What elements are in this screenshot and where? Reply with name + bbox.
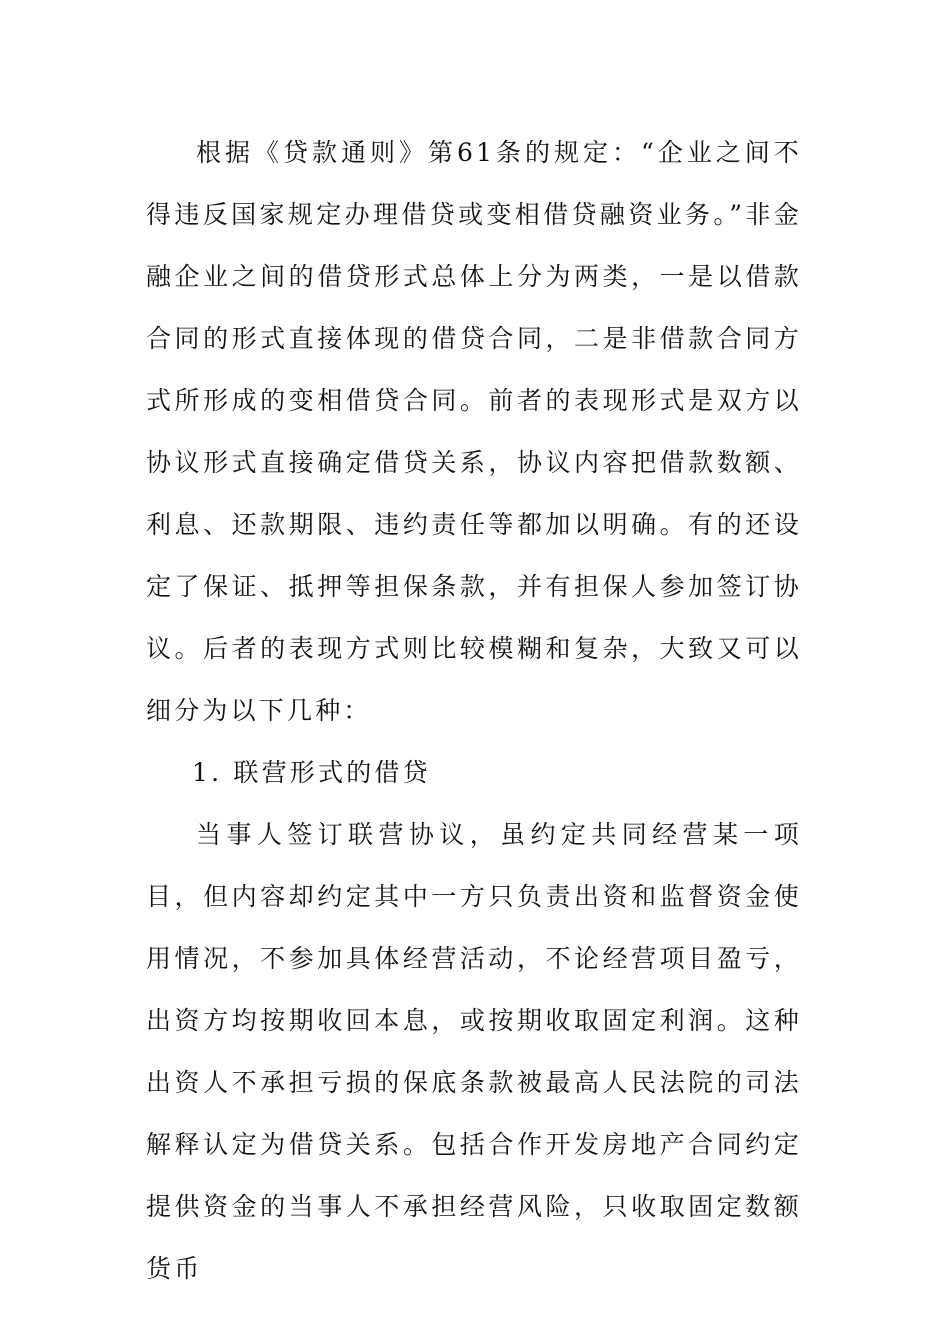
paragraph-joint-venture: 当事人签订联营协议，虽约定共同经营某一项目，但内容却约定其中一方只负责出资和监督资金使用情况，不参加具体经营活动，不论经营项目盈亏，出资方均按期收回本息，或按期收取固定利润。这种出资人不承担亏损的保底条款被最高人民法院的司法解释认定为借贷关系。包括合作开发房地产合同约定提供资金的当事人不承担经营风险，只收取固定数额货币 — [146, 820, 802, 1283]
heading-joint-venture-loan: 1. 联营形式的借贷 — [192, 758, 431, 787]
paragraph-loan-rules: 根据《贷款通则》第61条的规定：“企业之间不得违反国家规定办理借贷或变相借贷融资业务。”非金融企业之间的借贷形式总体上分为两类，一是以借款合同的形式直接体现的借贷合同，二是非借款合同方式所形成的变相借贷合同。前者的表现形式是双方以协议形式直接确定借贷关系，协议内容把借款数额、利息、还款期限、违约责任等都加以明确。有的还设定了保证、抵押等担保条款，并有担保人参加签订协议。后者的表现方式则比较模糊和复杂，大致又可以细分为以下几种： — [146, 138, 802, 725]
document-body — [146, 122, 802, 1300]
